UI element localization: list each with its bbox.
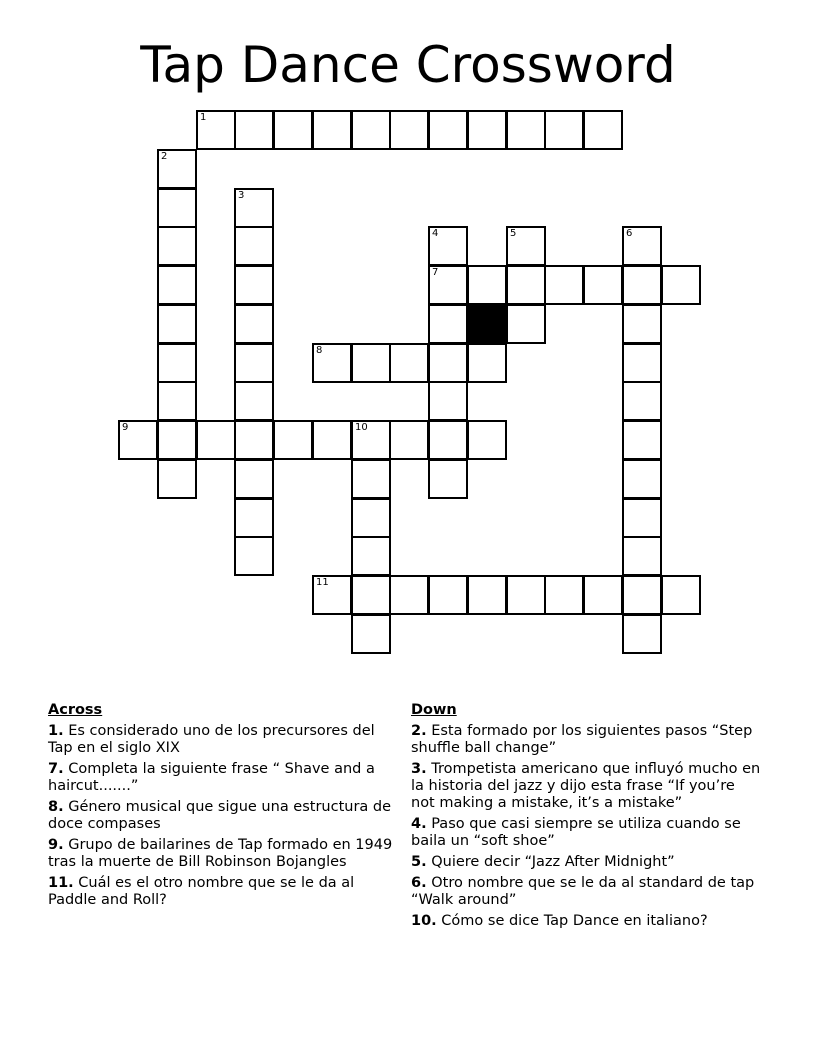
crossword-cell[interactable] <box>467 575 507 615</box>
crossword-cell[interactable] <box>622 226 662 266</box>
crossword-cell[interactable] <box>273 110 313 150</box>
clue-across-8 <box>48 799 393 833</box>
blocked-cell <box>467 304 507 344</box>
clue-text: Trompetista americano que influyó mucho en la historia del jazz y dijo esta frase “If you’re not making a mistake, it’s a mistake” <box>411 761 761 811</box>
clue-number: 1. <box>48 723 64 739</box>
crossword-cell[interactable] <box>428 420 468 460</box>
crossword-cell[interactable] <box>312 420 352 460</box>
cell-number: 10 <box>355 422 368 433</box>
clue-down-3 <box>411 761 761 812</box>
crossword-cell[interactable] <box>506 226 546 266</box>
clue-text: Cómo se dice Tap Dance en italiano? <box>441 913 708 929</box>
clue-down-2 <box>411 723 761 757</box>
cell-number: 7 <box>432 267 439 278</box>
crossword-cell[interactable] <box>351 614 391 654</box>
crossword-cell[interactable] <box>428 575 468 615</box>
crossword-cell[interactable] <box>622 381 662 421</box>
cell-number: 6 <box>626 228 633 239</box>
crossword-cell[interactable] <box>234 343 274 383</box>
crossword-cell[interactable] <box>234 459 274 499</box>
crossword-cell[interactable] <box>157 265 197 305</box>
clue-across-9 <box>48 837 393 871</box>
clue-number: 9. <box>48 837 64 853</box>
cell-number: 1 <box>200 112 207 123</box>
crossword-cell[interactable] <box>544 265 584 305</box>
crossword-cell[interactable] <box>661 575 701 615</box>
clue-text: Esta formado por los siguientes pasos “Step shuffle ball change” <box>411 723 753 756</box>
clue-number: 8. <box>48 799 64 815</box>
across-heading: Across <box>48 702 103 718</box>
crossword-cell[interactable] <box>234 304 274 344</box>
clue-text: Grupo de bailarines de Tap formado en 1949 tras la muerte de Bill Robinson Bojangles <box>48 837 393 870</box>
clue-number: 6. <box>411 875 427 891</box>
cell-number: 8 <box>316 345 323 356</box>
crossword-cell[interactable] <box>157 343 197 383</box>
clue-text: Quiere decir “Jazz After Midnight” <box>431 854 675 870</box>
clue-down-4 <box>411 816 761 850</box>
down-clues <box>411 702 761 934</box>
clue-down-5 <box>411 854 761 871</box>
clue-across-7 <box>48 761 393 795</box>
crossword-cell[interactable] <box>622 343 662 383</box>
crossword-cell[interactable] <box>506 110 546 150</box>
clue-number: 3. <box>411 761 427 777</box>
crossword-cell[interactable] <box>351 420 391 460</box>
crossword-cell[interactable] <box>506 265 546 305</box>
crossword-cell[interactable] <box>351 110 391 150</box>
crossword-cell[interactable] <box>234 420 274 460</box>
cell-number: 5 <box>510 228 517 239</box>
clue-across-11 <box>48 875 393 909</box>
crossword-cell[interactable] <box>622 575 662 615</box>
crossword-cell[interactable] <box>196 420 236 460</box>
crossword-cell[interactable] <box>544 110 584 150</box>
crossword-cell[interactable] <box>234 498 274 538</box>
crossword-cell[interactable] <box>583 110 623 150</box>
clue-down-10 <box>411 913 761 930</box>
crossword-cell[interactable] <box>196 110 236 150</box>
crossword-cell[interactable] <box>622 304 662 344</box>
crossword-cell[interactable] <box>661 265 701 305</box>
crossword-cell[interactable] <box>234 110 274 150</box>
clue-down-6 <box>411 875 761 909</box>
cell-number: 3 <box>238 190 245 201</box>
crossword-cell[interactable] <box>157 420 197 460</box>
crossword-cell[interactable] <box>583 575 623 615</box>
crossword-cell[interactable] <box>622 420 662 460</box>
cell-number: 11 <box>316 577 329 588</box>
crossword-cell[interactable] <box>389 575 429 615</box>
crossword-cell[interactable] <box>428 110 468 150</box>
crossword-cell[interactable] <box>351 575 391 615</box>
clue-text: Paso que casi siempre se utiliza cuando se baila un “soft shoe” <box>411 816 741 849</box>
crossword-cell[interactable] <box>428 226 468 266</box>
crossword-cell[interactable] <box>467 343 507 383</box>
clue-number: 11. <box>48 875 74 891</box>
clue-across-1 <box>48 723 393 757</box>
crossword-cell[interactable] <box>118 420 158 460</box>
clue-number: 5. <box>411 854 427 870</box>
crossword-cell[interactable] <box>622 614 662 654</box>
crossword-cell[interactable] <box>428 304 468 344</box>
crossword-cell[interactable] <box>544 575 584 615</box>
crossword-cell[interactable] <box>157 226 197 266</box>
crossword-cell[interactable] <box>389 420 429 460</box>
clue-text: Completa la siguiente frase “ Shave and a haircut.......” <box>48 761 375 794</box>
clue-number: 4. <box>411 816 427 832</box>
crossword-cell[interactable] <box>351 498 391 538</box>
clue-text: Cuál es el otro nombre que se le da al Paddle and Roll? <box>48 875 355 908</box>
crossword-cell[interactable] <box>428 459 468 499</box>
down-heading: Down <box>411 702 457 718</box>
clue-text: Otro nombre que se le da al standard de tap “Walk around” <box>411 875 755 908</box>
cell-number: 9 <box>122 422 129 433</box>
crossword-cell[interactable] <box>351 536 391 576</box>
crossword-cell[interactable] <box>622 536 662 576</box>
cell-number: 2 <box>161 151 168 162</box>
crossword-cell[interactable] <box>312 110 352 150</box>
crossword-cell[interactable] <box>467 265 507 305</box>
clue-number: 10. <box>411 913 437 929</box>
crossword-cell[interactable] <box>312 575 352 615</box>
crossword-cell[interactable] <box>234 536 274 576</box>
crossword-cell[interactable] <box>157 459 197 499</box>
crossword-cell[interactable] <box>506 304 546 344</box>
crossword-cell[interactable] <box>583 265 623 305</box>
crossword-cell[interactable] <box>351 459 391 499</box>
crossword-cell[interactable] <box>157 381 197 421</box>
page-title: Tap Dance Crossword <box>140 36 676 94</box>
crossword-cell[interactable] <box>234 381 274 421</box>
crossword-cell[interactable] <box>234 265 274 305</box>
crossword-cell[interactable] <box>467 110 507 150</box>
crossword-cell[interactable] <box>157 304 197 344</box>
clue-text: Es considerado uno de los precursores del Tap en el siglo XIX <box>48 723 375 756</box>
crossword-cell[interactable] <box>234 226 274 266</box>
across-clues <box>48 702 393 913</box>
crossword-cell[interactable] <box>273 420 313 460</box>
clue-number: 7. <box>48 761 64 777</box>
crossword-cell[interactable] <box>428 381 468 421</box>
crossword-cell[interactable] <box>351 343 391 383</box>
crossword-cell[interactable] <box>428 265 468 305</box>
crossword-cell[interactable] <box>506 575 546 615</box>
clue-number: 2. <box>411 723 427 739</box>
crossword-cell[interactable] <box>389 343 429 383</box>
crossword-cell[interactable] <box>389 110 429 150</box>
crossword-cell[interactable] <box>157 149 197 189</box>
crossword-cell[interactable] <box>622 265 662 305</box>
crossword-cell[interactable] <box>312 343 352 383</box>
crossword-cell[interactable] <box>157 188 197 228</box>
crossword-cell[interactable] <box>467 420 507 460</box>
crossword-cell[interactable] <box>428 343 468 383</box>
crossword-cell[interactable] <box>234 188 274 228</box>
clue-text: Género musical que sigue una estructura de doce compases <box>48 799 392 832</box>
crossword-cell[interactable] <box>622 498 662 538</box>
cell-number: 4 <box>432 228 439 239</box>
crossword-cell[interactable] <box>622 459 662 499</box>
